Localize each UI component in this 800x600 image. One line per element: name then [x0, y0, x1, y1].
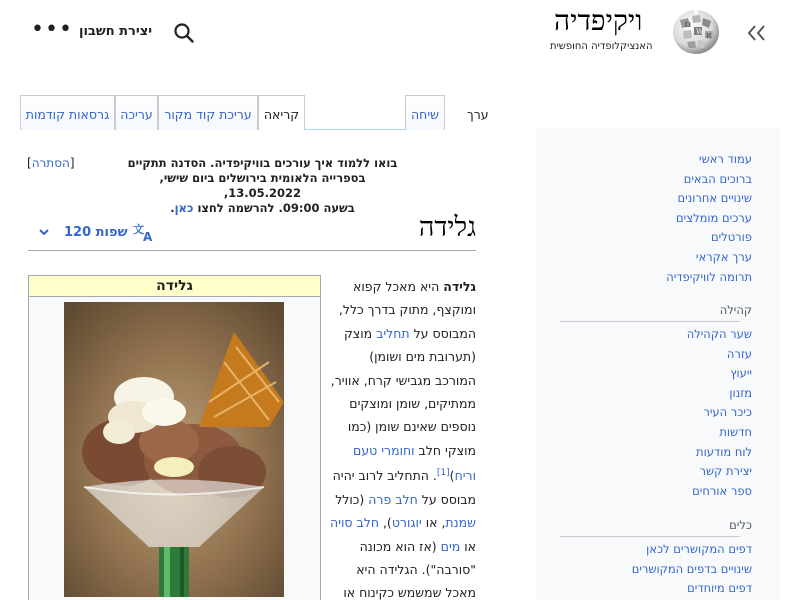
page-tabs: [20, 95, 489, 130]
reference-1[interactable]: [1]: [436, 468, 450, 479]
sitenotice-line-3-end: .: [170, 201, 175, 215]
link-cream[interactable]: שמנת: [445, 515, 476, 531]
ice-cream-image[interactable]: [64, 302, 284, 597]
language-button[interactable]: [38, 222, 155, 242]
tab-edit[interactable]: עריכה: [115, 95, 158, 130]
sidebar-item-contact[interactable]: יצירת קשר: [699, 464, 752, 479]
link-soy-milk[interactable]: חלב סויה: [330, 515, 379, 531]
sitenotice: [120, 156, 405, 216]
sidebar-item-main-page[interactable]: עמוד ראשי: [699, 152, 752, 166]
link-yogurt[interactable]: יוגורט: [391, 515, 422, 531]
article-subject: גלידה: [443, 279, 476, 294]
sidebar-item-random[interactable]: ערך אקראי: [695, 249, 752, 264]
dismiss-link[interactable]: הסתרה: [31, 156, 70, 170]
link-water[interactable]: מים: [440, 538, 461, 554]
menu-collapse-icon: [745, 22, 769, 44]
link-flavorings[interactable]: וחומרי טעם וריח: [353, 442, 476, 484]
tab-read[interactable]: קריאה: [258, 95, 305, 130]
sidebar-item-portals[interactable]: פורטלים: [710, 230, 752, 245]
main-menu-toggle[interactable]: [745, 22, 769, 44]
tab-article[interactable]: ערך: [467, 107, 489, 122]
sitenotice-register-link[interactable]: כאן: [174, 201, 194, 215]
tab-edit-source[interactable]: עריכת קוד מקור: [158, 95, 258, 130]
sidebar-item-advice[interactable]: ייעוץ: [730, 366, 752, 381]
infobox-title: גלידה: [29, 276, 320, 297]
language-count: 120 שפות: [64, 224, 128, 240]
link-emulsion[interactable]: תחליב: [376, 325, 410, 341]
sidebar-item-village-pump[interactable]: מזנון: [729, 385, 752, 400]
sidebar-heading-tools: כלים: [729, 518, 752, 532]
svg-text:文: 文: [133, 223, 145, 236]
body-text-4: . התחליב לרוב יהיה מבוסס על: [332, 468, 476, 507]
bracket-open: [: [27, 156, 32, 170]
sidebar-divider-2: [560, 536, 740, 537]
infobox: [28, 275, 321, 600]
article-body: [328, 275, 476, 600]
sidebar-item-news[interactable]: חדשות: [719, 424, 752, 439]
sidebar-item-community-portal[interactable]: שער הקהילה: [686, 327, 752, 341]
sidebar-item-help[interactable]: עזרה: [726, 346, 752, 361]
sidebar-heading-community: קהילה: [719, 303, 752, 317]
page-title: גלידה: [418, 212, 476, 243]
sidebar-item-donate[interactable]: תרומה לוויקיפדיה: [666, 269, 752, 284]
sidebar: [536, 128, 780, 600]
body-text-3: ): [449, 468, 455, 484]
title-divider: [28, 250, 476, 251]
svg-text:Ω: Ω: [685, 21, 691, 29]
body-text-8: או: [460, 538, 476, 554]
sitenotice-line-2: בספרייה הלאומית בירושלים ביום שישי, 13.05.2022,: [159, 171, 366, 200]
svg-text:W: W: [696, 28, 704, 36]
body-text-6: , או: [421, 515, 446, 531]
body-text-9: (אז הוא מכונה "סורבה"). הגלידה היא מאכל שמשמש כקינוח או: [343, 538, 476, 600]
create-account-link[interactable]: יצירת חשבון: [79, 24, 153, 39]
sitenotice-dismiss[interactable]: [27, 156, 75, 170]
svg-text:И: И: [706, 33, 712, 40]
sidebar-nav: [666, 150, 752, 287]
ellipsis-icon: •••: [31, 17, 73, 42]
body-text-7: ),: [378, 515, 392, 531]
site-tagline: האנציקלופדיה החופשית: [550, 41, 653, 52]
site-name[interactable]: ויקיפדיה: [554, 4, 643, 37]
sidebar-item-recent-changes[interactable]: שינויים אחרונים: [677, 191, 752, 206]
sidebar-item-guestbook[interactable]: ספר אורחים: [692, 483, 752, 498]
translate-icon: [133, 222, 155, 242]
wikipedia-logo[interactable]: [670, 8, 722, 56]
sitenotice-line-3-text: בשעה 09:00. להרשמה לחצו: [197, 201, 355, 215]
wikipedia-globe-icon: [670, 8, 722, 56]
search-button[interactable]: [173, 22, 195, 44]
sidebar-divider: [560, 321, 740, 322]
body-text-5: (כולל: [335, 491, 369, 507]
sidebar-item-welcome[interactable]: ברוכים הבאים: [683, 171, 752, 186]
sitenotice-line-1: בואו ללמוד איך עורכים בוויקיפדיה. הסדנה תתקיים: [127, 156, 398, 170]
search-icon: [173, 22, 195, 44]
sidebar-tools: [632, 540, 752, 599]
bracket-close: ]: [69, 156, 75, 170]
chevron-down-icon: [38, 227, 50, 237]
svg-text:A: A: [143, 230, 153, 242]
sidebar-item-special-pages[interactable]: דפים מיוחדים: [687, 581, 752, 596]
sidebar-item-related-changes[interactable]: שינויים בדפים המקושרים: [631, 561, 752, 576]
more-options-button[interactable]: [31, 17, 73, 45]
sidebar-item-town-square[interactable]: כיכר העיר: [703, 405, 752, 420]
link-cow-milk[interactable]: חלב פרה: [368, 491, 418, 507]
tabs-divider-2: [305, 129, 405, 130]
sidebar-community: [687, 325, 752, 501]
body-text-1: היא מאכל קפוא ומוקצף, מתוק בדרך כלל, המבוסס על: [338, 279, 476, 341]
sidebar-item-notice-board[interactable]: לוח מודעות: [696, 444, 752, 459]
tab-talk[interactable]: שיחה: [405, 95, 445, 130]
body-text-2: מוצק (תערובת מים ושומן) המורכב מגבישי קרח, אוויר, ממתיקים, שומן ומוצקים נוספים שאינם שומן (כמו מוצקי חלב: [330, 325, 476, 458]
tab-history[interactable]: גרסאות קודמות: [20, 95, 115, 130]
sidebar-item-featured[interactable]: ערכים מומלצים: [676, 210, 752, 225]
sidebar-item-what-links-here[interactable]: דפים המקושרים לכאן: [646, 542, 752, 556]
